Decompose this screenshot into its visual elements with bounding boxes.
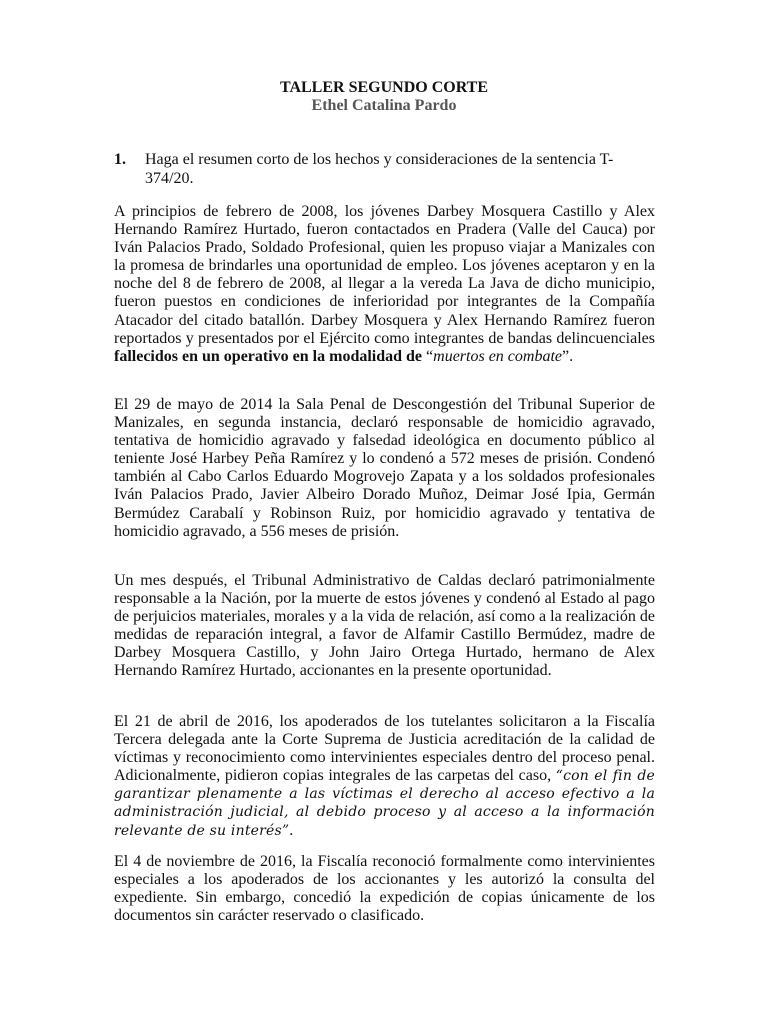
document-title: TALLER SEGUNDO CORTE (279, 79, 489, 96)
question-item (114, 150, 654, 188)
paragraph-text: El 21 de abril de 2016, los apoderados de los tutelantes solicitaron a la Fiscalía Tercera delegada ante la Corte Suprema de Justicia acreditación de la calidad de víctimas y reconocimiento como intervinientes especiales dentro del proceso penal. Adicionalmente, pidieron copias integrales de las carpetas del caso, (114, 713, 655, 785)
close-quote: ”. (562, 347, 574, 365)
bold-phrase: fallecidos en un operativo en la modalidad de (114, 347, 423, 365)
question-number: 1. (114, 151, 126, 168)
paragraph-text: A principios de febrero de 2008, los jóvenes Darbey Mosquera Castillo y Alex Hernando Ramírez Hurtado, fueron contactados en Pradera (Valle del Cauca) por Iván Palacios Prado, Soldado Profesional, quien les propuso viajar a Manizales con la promesa de brindarles una oportunidad de empleo. Los jóvenes aceptaron y en la noche del 8 de febrero de 2008, al llegar a la vereda La Java de dicho municipio, fueron puestos en condiciones de inferioridad por integrantes de la Compañía Atacador del citado batallón. Darbey Mosquera y Alex Hernando Ramírez fueron reportados y presentados por el Ejército como integrantes de bandas delincuenciales (114, 203, 655, 347)
paragraph-end: . (289, 821, 294, 839)
author-name: Ethel Catalina Pardo (311, 97, 457, 114)
question-text: Haga el resumen corto de los hechos y consideraciones de la sentencia T-374/20. (145, 151, 614, 187)
paragraph-request-2016 (114, 713, 655, 840)
paragraph-sentence-2014: El 29 de mayo de 2014 la Sala Penal de Descongestión del Tribunal Superior de Manizales, en segunda instancia, declaró responsable de homicidio agravado, tentativa de homicidio agravado y falsedad ideológica en documento público al teniente José Harbey Peña Ramírez y lo condenó a 572 meses de prisión. Condenó también al Cabo Carlos Eduardo Mogrovejo Zapata y a los soldados profesionales Iván Palacios Prado, Javier Albeiro Dorado Muñoz, Deimar José Ipia, Germán Bermúdez Carabalí y Robinson Ruiz, por homicidio agravado y tentativa de homicidio agravado, a 556 meses de prisión. (114, 396, 655, 540)
paragraph-tribunal-caldas: Un mes después, el Tribunal Administrativo de Caldas declaró patrimonialmente responsable a la Nación, por la muerte de estos jóvenes y condenó al Estado al pago de perjuicios materiales, morales y a la vida de relación, así como a la realización de medidas de reparación integral, a favor de Alfamir Castillo Bermúdez, madre de Darbey Mosquera Castillo, y John Jairo Ortega Hurtado, hermano de Alex Hernando Ramírez Hurtado, accionantes en la presente oportunidad. (114, 572, 655, 680)
open-quote: “ (422, 347, 434, 365)
paragraph-recognition-2016: El 4 de noviembre de 2016, la Fiscalía reconoció formalmente como intervinientes especiales a los apoderados de los accionantes y les autorizó la consulta del expediente. Sin embargo, concedió la expedición de copias únicamente de los documentos sin carácter reservado o clasificado. (114, 853, 655, 925)
paragraph-facts-2008 (114, 203, 655, 366)
italic-phrase: muertos en combate (433, 347, 562, 365)
quoted-request: “con el fin de garantizar plenamente a las víctimas el derecho al acceso efectivo a la administración judicial, al debido proceso y al acceso a la información relevante de su interés” (114, 768, 655, 839)
